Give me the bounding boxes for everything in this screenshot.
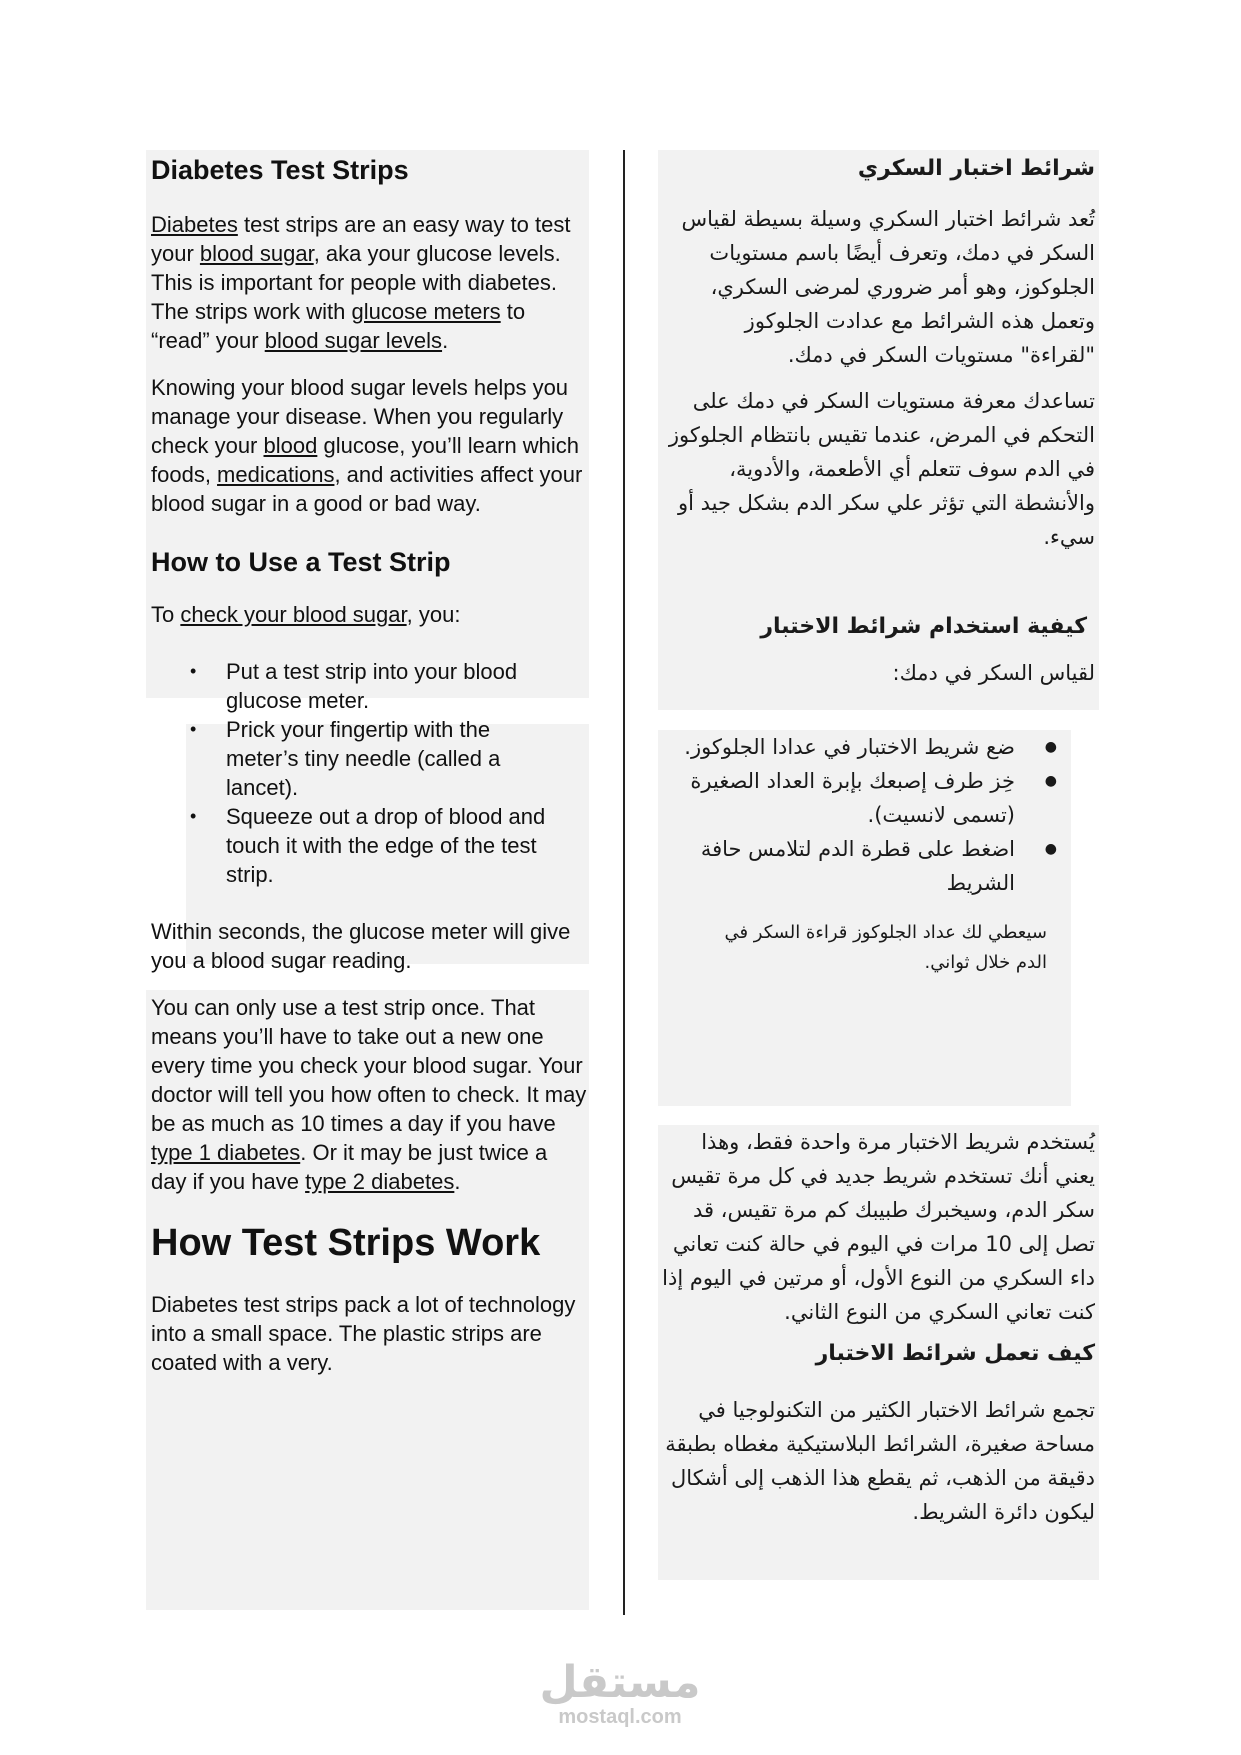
text-segment: . <box>442 328 449 353</box>
arabic-block-2-text <box>660 1125 1095 1529</box>
english-column <box>151 150 587 1377</box>
inline-link[interactable]: glucose meters <box>351 299 501 324</box>
text-segment: glucose, you’ll learn which foods, <box>151 433 580 487</box>
text-segment: to “read” your <box>151 299 526 353</box>
text-segment: Knowing your blood sugar levels helps you manage your disease. When you regularly check your <box>151 375 569 458</box>
arabic-step-2: ● خِز طرف إصبعك بإبرة العداد الصغيرة (تسمى لانسيت). <box>665 764 1063 832</box>
inline-link[interactable]: blood <box>263 433 318 458</box>
mostaql-logo: مستقل <box>539 1657 701 1708</box>
arabic-paragraph-intro: تُعد شرائط اختبار السكري وسيلة بسيطة لقياس السكر في دمك، وتعرف أيضًا باسم مستويات الجلوكوز، وهو أمر ضروري لمرضى السكري، وتعمل هذه الشرائط مع عدادت الجلوكوز "لقراءة" مستويات السكر في دمك. <box>681 207 1095 367</box>
arabic-title-how-to-use: كيفية استخدام شرائط الاختبار <box>760 614 1087 639</box>
arabic-paragraph-only-once: يُستخدم شريط الاختبار مرة واحدة فقط، وهذا يعني أنك تستخدم شريط جديد في كل مرة تقيس سكر الدم، وسيخبرك طبيبك كم مرة تقيس، قد تصل إلى 10 مرات في اليوم في حالة كنت تعاني داء السكري من النوع الأول، أو مرتين في اليوم إذا كنت تعاني السكري من النوع الثاني. <box>662 1130 1095 1324</box>
mostaql-watermark <box>520 1657 720 1728</box>
inline-link[interactable]: type 1 diabetes <box>151 1140 301 1165</box>
text-segment: . <box>454 1169 461 1194</box>
english-paragraph-knowing <box>151 373 587 518</box>
inline-link[interactable]: Diabetes <box>151 212 238 237</box>
text-segment: , you: <box>406 602 461 627</box>
text-segment: You can only use a test strip once. That means you’ll have to take out a new one every time you check your blood sugar. Your doctor will tell you how often to check. It may be as much as 10 times a day if you have <box>151 995 587 1136</box>
english-paragraph-intro <box>151 210 587 355</box>
english-paragraph-only-once <box>151 993 587 1196</box>
english-title-diabetes-test-strips: Diabetes Test Strips <box>151 155 409 185</box>
english-step-3: • Squeeze out a drop of blood and touch it with the edge of the test strip. <box>185 802 551 889</box>
inline-link[interactable]: check your blood sugar <box>180 602 407 627</box>
arabic-paragraph-within-seconds: سيعطي لك عداد الجلوكوز قراءة السكر في الدم خلال ثواني. <box>724 922 1047 973</box>
inline-link[interactable]: medications <box>217 462 335 487</box>
english-paragraph-within-seconds: Within seconds, the glucose meter will give you a blood sugar reading. <box>151 919 571 973</box>
column-divider <box>623 150 625 1615</box>
arabic-paragraph-to-measure: لقياس السكر في دمك: <box>892 661 1095 685</box>
english-paragraph-technology: Diabetes test strips pack a lot of technology into a small space. The plastic strips are coated with a very. <box>151 1292 576 1375</box>
english-title-how-strips-work: How Test Strips Work <box>151 1222 541 1264</box>
arabic-title-test-strips: شرائط اختبار السكري <box>857 156 1095 181</box>
text-segment: , aka your glucose levels. This is important for people with diabetes. The strips work with <box>151 241 561 324</box>
text-segment: test strips are an easy way to test your <box>151 212 571 266</box>
english-paragraph-to-check <box>151 600 587 629</box>
inline-link[interactable]: blood sugar levels <box>264 328 443 353</box>
text-segment: . Or it may be just twice a day if you have <box>151 1140 548 1194</box>
arabic-step-3: ● اضغط على قطرة الدم لتلامس حافة الشريط <box>665 832 1063 900</box>
english-steps-list <box>151 657 551 889</box>
english-title-how-to-use: How to Use a Test Strip <box>151 547 451 577</box>
arabic-paragraph-technology: تجمع شرائط الاختبار الكثير من التكنولوجيا في مساحة صغيرة، الشرائط البلاستيكية مغطاه بطبقة دقيقة من الذهب، ثم يقطع هذا الذهب إلى أشكال ليكون دائرة الشريط. <box>665 1398 1095 1524</box>
text-segment: To <box>151 602 181 627</box>
arabic-title-how-strips-work: كيف تعمل شرائط الاختبار <box>815 1341 1095 1366</box>
arabic-list-text <box>665 730 1063 978</box>
english-step-2: • Prick your fingertip with the meter’s tiny needle (called a lancet). <box>185 715 551 802</box>
arabic-steps-list <box>665 730 1063 900</box>
text-segment: , and activities affect your blood sugar in a good or bad way. <box>151 462 583 516</box>
mostaql-url: mostaql.com <box>558 1706 682 1728</box>
arabic-paragraph-knowing: تساعدك معرفة مستويات السكر في دمك على التحكم في المرض، عندما تقيس بانتظام الجلوكوز في الدم سوف تتعلم أي الأطعمة، والأدوية، والأنشطة التي تؤثر علي سكر الدم بشكل جيد أو سيء. <box>668 389 1095 549</box>
english-step-1: • Put a test strip into your blood glucose meter. <box>185 657 551 715</box>
inline-link[interactable]: type 2 diabetes <box>305 1169 455 1194</box>
inline-link[interactable]: blood sugar <box>199 241 314 266</box>
arabic-block-1-text <box>665 150 1095 690</box>
arabic-step-1: ● ضع شريط الاختبار في عدادا الجلوكوز. <box>665 730 1063 764</box>
